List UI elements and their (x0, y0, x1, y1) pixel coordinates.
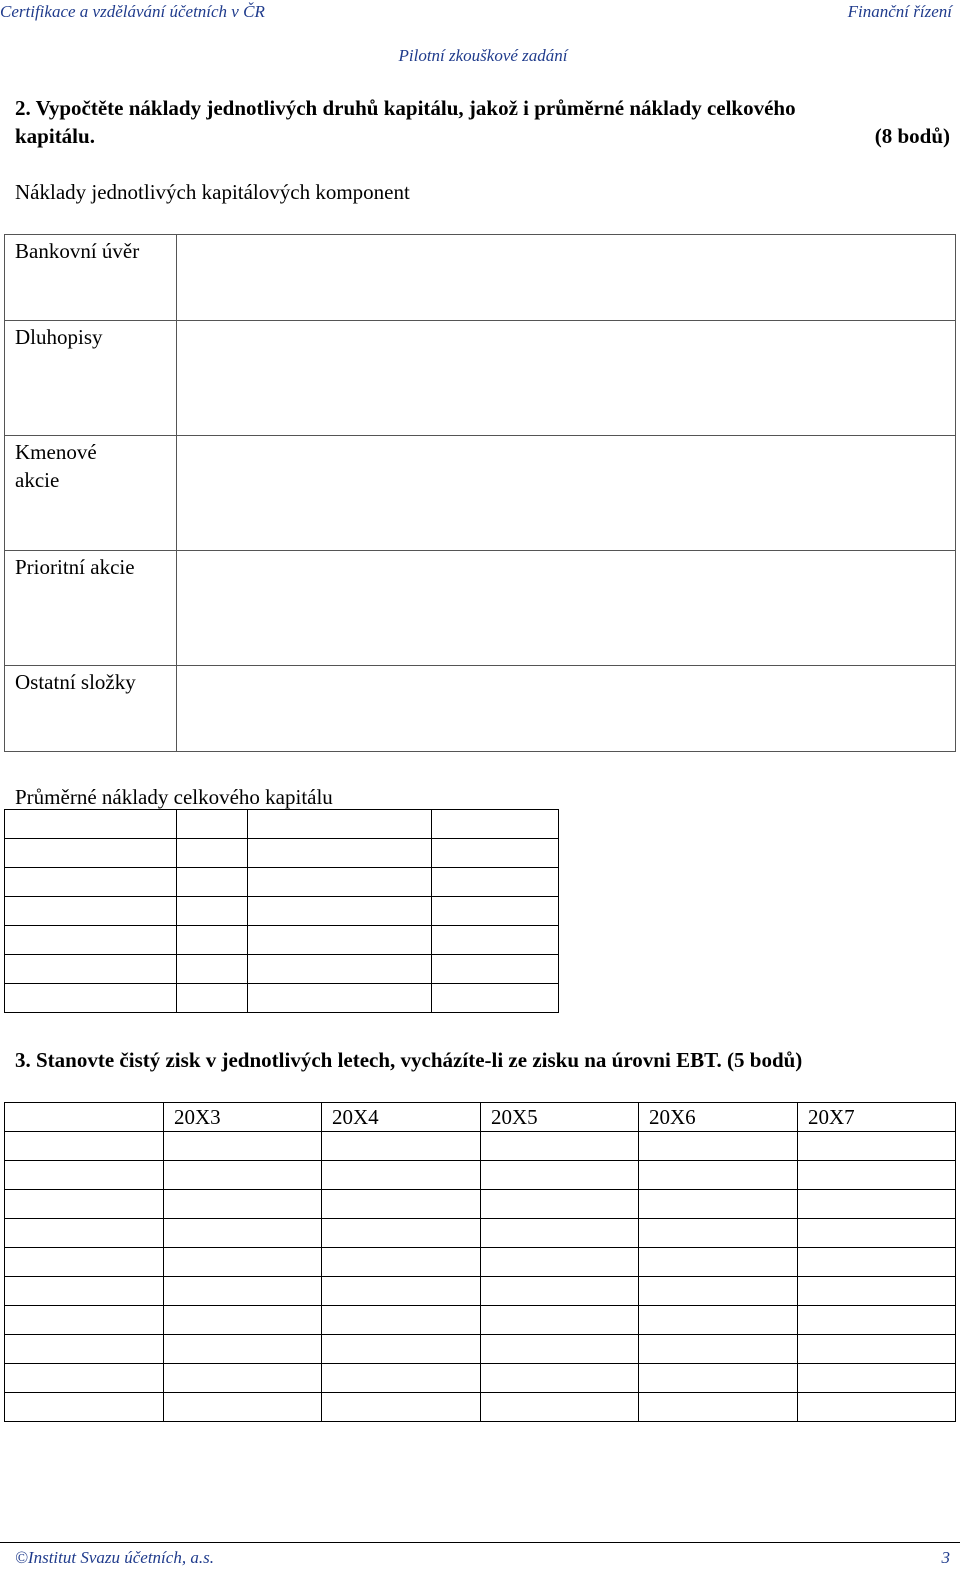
ni-cell[interactable] (5, 1364, 164, 1393)
ni-cell[interactable] (5, 1190, 164, 1219)
ni-cell[interactable] (481, 1393, 639, 1422)
ni-cell[interactable] (322, 1161, 481, 1190)
ni-cell[interactable] (798, 1190, 956, 1219)
wacc-heading: Průměrné náklady celkového kapitálu (15, 785, 333, 809)
row-label-prioritni-akcie: Prioritní akcie (5, 551, 177, 666)
wacc-cell[interactable] (248, 810, 432, 839)
question-2-line-2: kapitálu. (15, 124, 95, 148)
table-row (5, 1277, 956, 1306)
ni-cell[interactable] (5, 1132, 164, 1161)
ni-cell[interactable] (639, 1335, 798, 1364)
wacc-cell[interactable] (5, 839, 177, 868)
row-label-ostatni-slozky: Ostatní složky (5, 666, 177, 752)
table-row (5, 1219, 956, 1248)
wacc-cell[interactable] (432, 810, 559, 839)
answer-cell[interactable] (177, 436, 956, 551)
ni-cell[interactable] (639, 1364, 798, 1393)
wacc-table (4, 809, 559, 1013)
wacc-cell[interactable] (5, 897, 177, 926)
ni-cell[interactable] (798, 1161, 956, 1190)
ni-cell[interactable] (639, 1132, 798, 1161)
ni-cell[interactable] (481, 1132, 639, 1161)
ni-cell[interactable] (322, 1364, 481, 1393)
table-row (5, 666, 956, 752)
components-table (4, 234, 956, 752)
ni-cell[interactable] (798, 1219, 956, 1248)
table-row (5, 1393, 956, 1422)
components-heading: Náklady jednotlivých kapitálových komponent (15, 180, 410, 204)
row-label-bankovni-uver: Bankovní úvěr (5, 235, 177, 321)
ni-cell[interactable] (5, 1335, 164, 1364)
table-row (5, 897, 559, 926)
ni-cell[interactable] (798, 1335, 956, 1364)
wacc-cell[interactable] (432, 868, 559, 897)
wacc-cell[interactable] (177, 897, 248, 926)
wacc-cell[interactable] (5, 926, 177, 955)
year-header: 20X6 (639, 1103, 798, 1132)
ni-cell[interactable] (164, 1248, 322, 1277)
wacc-cell[interactable] (432, 926, 559, 955)
ni-cell[interactable] (5, 1393, 164, 1422)
question-2-line-1: 2. Vypočtěte náklady jednotlivých druhů kapitálu, jakož i průměrné náklady celkového (15, 96, 796, 120)
wacc-cell[interactable] (5, 984, 177, 1013)
ni-cell[interactable] (798, 1248, 956, 1277)
wacc-cell[interactable] (177, 926, 248, 955)
ni-cell[interactable] (481, 1219, 639, 1248)
wacc-cell[interactable] (177, 868, 248, 897)
ni-cell[interactable] (798, 1277, 956, 1306)
wacc-cell[interactable] (432, 984, 559, 1013)
row-label-kmenove-akcie: Kmenové akcie (5, 436, 177, 551)
row-label-dluhopisy: Dluhopisy (5, 321, 177, 436)
year-header: 20X5 (481, 1103, 639, 1132)
answer-cell[interactable] (177, 666, 956, 752)
ni-cell[interactable] (322, 1277, 481, 1306)
answer-cell[interactable] (177, 321, 956, 436)
year-header: 20X4 (322, 1103, 481, 1132)
wacc-cell[interactable] (5, 955, 177, 984)
table-row (5, 926, 559, 955)
ni-cell[interactable] (639, 1306, 798, 1335)
ni-cell[interactable] (164, 1132, 322, 1161)
ni-cell[interactable] (164, 1306, 322, 1335)
ni-cell[interactable] (481, 1277, 639, 1306)
question-3: 3. Stanovte čistý zisk v jednotlivých letech, vycházíte-li ze zisku na úrovni EBT. (5 bodů) (15, 1048, 803, 1072)
ni-cell[interactable] (481, 1335, 639, 1364)
ni-cell[interactable] (5, 1248, 164, 1277)
ni-cell[interactable] (639, 1393, 798, 1422)
table-row (5, 1248, 956, 1277)
ni-cell[interactable] (5, 1161, 164, 1190)
table-row (5, 1335, 956, 1364)
table-row (5, 1190, 956, 1219)
wacc-cell[interactable] (432, 839, 559, 868)
ni-cell[interactable] (164, 1219, 322, 1248)
ni-cell[interactable] (639, 1277, 798, 1306)
wacc-cell[interactable] (5, 868, 177, 897)
footer-rule (0, 1542, 960, 1543)
ni-cell[interactable] (481, 1190, 639, 1219)
ni-cell[interactable] (798, 1393, 956, 1422)
table-row (5, 436, 956, 551)
ni-cell[interactable] (322, 1190, 481, 1219)
table-row (5, 235, 956, 321)
ni-cell[interactable] (322, 1306, 481, 1335)
ni-cell[interactable] (798, 1364, 956, 1393)
ni-cell[interactable] (481, 1248, 639, 1277)
wacc-cell[interactable] (177, 839, 248, 868)
ni-cell[interactable] (164, 1393, 322, 1422)
net-income-table (4, 1102, 956, 1422)
ni-cell[interactable] (322, 1219, 481, 1248)
ni-cell[interactable] (322, 1132, 481, 1161)
ni-cell[interactable] (164, 1161, 322, 1190)
ni-cell[interactable] (322, 1335, 481, 1364)
ni-cell[interactable] (798, 1306, 956, 1335)
ni-cell[interactable] (5, 1277, 164, 1306)
ni-cell[interactable] (322, 1248, 481, 1277)
ni-cell[interactable] (639, 1190, 798, 1219)
answer-cell[interactable] (177, 551, 956, 666)
table-row (5, 955, 559, 984)
header-left: Certifikace a vzdělávání účetních v ČR (0, 2, 265, 21)
table-row (5, 1161, 956, 1190)
table-row (5, 839, 559, 868)
ni-cell[interactable] (164, 1364, 322, 1393)
table-row (5, 810, 559, 839)
wacc-cell[interactable] (248, 868, 432, 897)
table-row (5, 1103, 956, 1132)
ni-cell[interactable] (164, 1190, 322, 1219)
ni-cell[interactable] (639, 1161, 798, 1190)
table-row (5, 551, 956, 666)
wacc-cell[interactable] (177, 810, 248, 839)
wacc-cell[interactable] (248, 926, 432, 955)
wacc-cell[interactable] (432, 955, 559, 984)
wacc-cell[interactable] (177, 955, 248, 984)
table-row (5, 1132, 956, 1161)
header-subtitle: Pilotní zkouškové zadání (398, 46, 568, 65)
table-row (5, 1364, 956, 1393)
header-right: Finanční řízení (847, 2, 952, 21)
ni-cell[interactable] (5, 1306, 164, 1335)
corner-cell (5, 1103, 164, 1132)
page-number: 3 (941, 1548, 950, 1567)
wacc-cell[interactable] (248, 839, 432, 868)
ni-cell[interactable] (322, 1393, 481, 1422)
ni-cell[interactable] (481, 1306, 639, 1335)
wacc-cell[interactable] (432, 897, 559, 926)
ni-cell[interactable] (798, 1132, 956, 1161)
footer-copyright: ©Institut Svazu účetních, a.s. (15, 1548, 214, 1567)
year-header: 20X7 (798, 1103, 956, 1132)
question-2-points: (8 bodů) (874, 124, 950, 148)
ni-cell[interactable] (481, 1161, 639, 1190)
table-row (5, 868, 559, 897)
wacc-cell[interactable] (248, 955, 432, 984)
table-row (5, 1306, 956, 1335)
ni-cell[interactable] (639, 1248, 798, 1277)
table-row (5, 321, 956, 436)
wacc-cell[interactable] (177, 984, 248, 1013)
answer-cell[interactable] (177, 235, 956, 321)
ni-cell[interactable] (164, 1335, 322, 1364)
wacc-cell[interactable] (5, 810, 177, 839)
ni-cell[interactable] (164, 1277, 322, 1306)
ni-cell[interactable] (481, 1364, 639, 1393)
wacc-cell[interactable] (248, 897, 432, 926)
wacc-cell[interactable] (248, 984, 432, 1013)
year-header: 20X3 (164, 1103, 322, 1132)
ni-cell[interactable] (5, 1219, 164, 1248)
ni-cell[interactable] (639, 1219, 798, 1248)
table-row (5, 984, 559, 1013)
